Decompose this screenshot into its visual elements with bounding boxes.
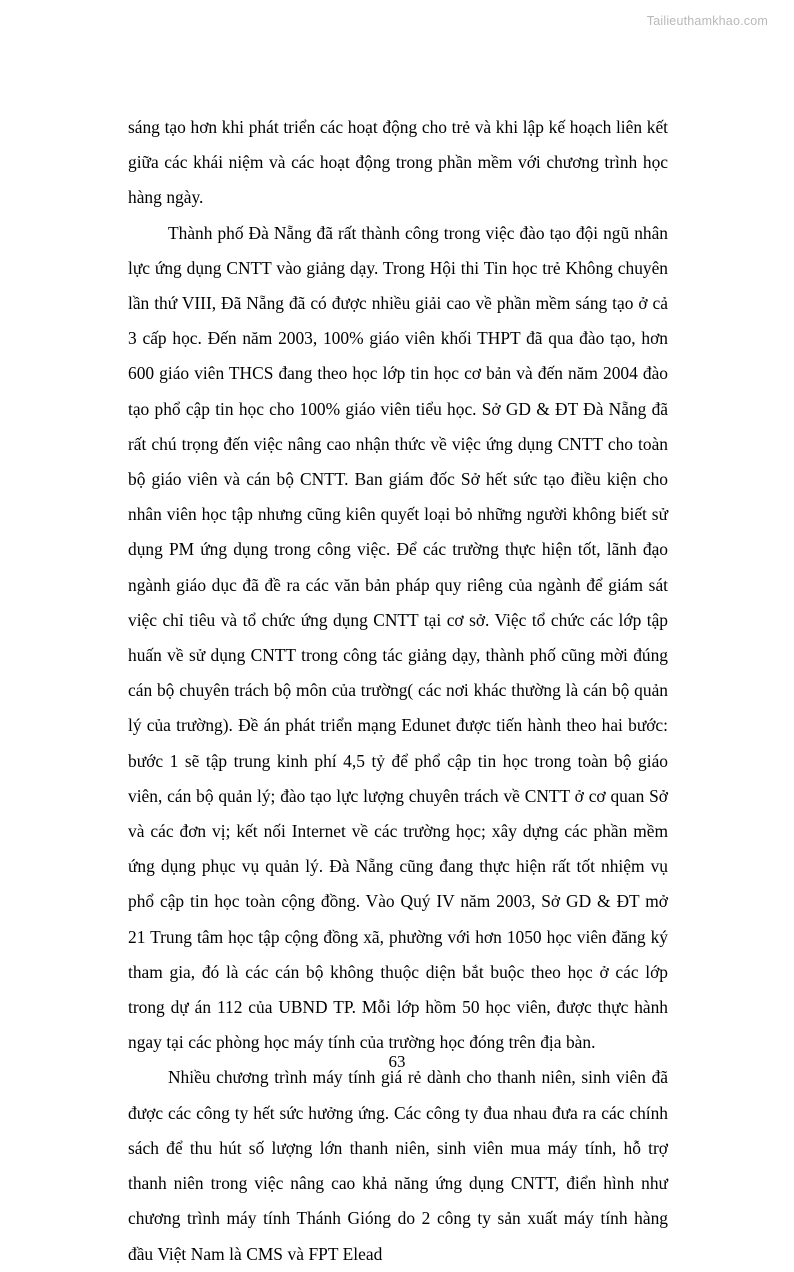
document-body xyxy=(128,110,668,1272)
paragraph: Thành phố Đà Nẵng đã rất thành công trong việc đào tạo đội ngũ nhân lực ứng dụng CNTT vào giảng dạy. Trong Hội thi Tin học trẻ Không chuyên lần thứ VIII, Đã Nẵng đã có được nhiều giải cao về phần mềm sáng tạo ở cả 3 cấp học. Đến năm 2003, 100% giáo viên khối THPT đã qua đào tạo, hơn 600 giáo viên THCS đang theo học lớp tin học cơ bản và đến năm 2004 đào tạo phổ cập tin học cho 100% giáo viên tiểu học. Sở GD & ĐT Đà Nẵng đã rất chú trọng đến việc nâng cao nhận thức về việc ứng dụng CNTT cho toàn bộ giáo viên và cán bộ CNTT. Ban giám đốc Sở hết sức tạo điều kiện cho nhân viên học tập nhưng cũng kiên quyết loại bỏ những người không biết sử dụng PM ứng dụng trong công việc. Để các trường thực hiện tốt, lãnh đạo ngành giáo dục đã đề ra các văn bản pháp quy riêng của ngành để giám sát việc chỉ tiêu và tổ chức ứng dụng CNTT tại cơ sở. Việc tổ chức các lớp tập huấn về sử dụng CNTT trong công tác giảng dạy, thành phố cũng mời đúng cán bộ chuyên trách bộ môn của trường( các nơi khác thường là cán bộ quản lý của trường). Đề án phát triển mạng Edunet được tiến hành theo hai bước: bước 1 sẽ tập trung kinh phí 4,5 tỷ để phổ cập tin học trong toàn bộ giáo viên, cán bộ quản lý; đào tạo lực lượng chuyên trách về CNTT ở cơ quan Sở và các đơn vị; kết nối Internet về các trường học; xây dựng các phần mềm ứng dụng phục vụ quản lý. Đà Nẵng cũng đang thực hiện rất tốt nhiệm vụ phổ cập tin học toàn cộng đồng. Vào Quý IV năm 2003, Sở GD & ĐT mở 21 Trung tâm học tập cộng đồng xã, phường với hơn 1050 học viên đăng ký tham gia, đó là các cán bộ không thuộc diện bắt buộc theo học ở các lớp trong dự án 112 của UBND TP. Mỗi lớp hồm 50 học viên, được thực hành ngay tại các phòng học máy tính của trường học đóng trên địa bàn. xyxy=(128,222,668,1053)
paragraph: Nhiều chương trình máy tính giá rẻ dành cho thanh niên, sinh viên đã được các công ty hết sức hưởng ứng. Các công ty đua nhau đưa ra các chính sách để thu hút số lượng lớn thanh niên, sinh viên mua máy tính, hỗ trợ thanh niên trong việc nâng cao khả năng ứng dụng CNTT, điển hình như chương trình máy tính Thánh Gióng do 2 công ty sản xuất máy tính hàng đầu Việt Nam là CMS và FPT Elead xyxy=(128,1067,668,1264)
watermark-text: Tailieuthamkhao.com xyxy=(646,14,768,28)
page-number: 63 xyxy=(388,1052,406,1071)
paragraph: sáng tạo hơn khi phát triển các hoạt động cho trẻ và khi lập kế hoạch liên kết giữa các khái niệm và các hoạt động trong phần mềm với chương trình học hàng ngày. xyxy=(128,117,668,208)
